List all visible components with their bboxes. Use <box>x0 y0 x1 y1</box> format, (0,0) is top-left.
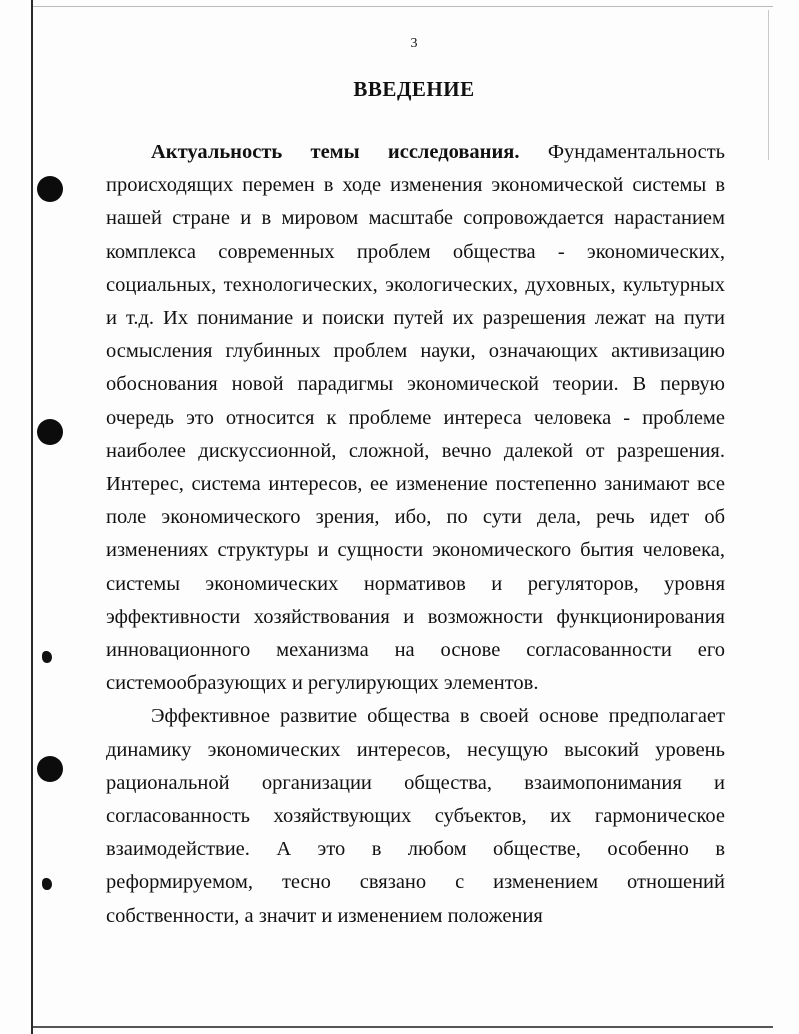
section-title: ВВЕДЕНИЕ <box>353 77 475 101</box>
paragraph-text: Эффективное развитие общества в своей основе предполагает динамику экономических интересов, несущую высокий уровень рациональной организации общества, взаимопонимания и согласованность хозяйствующих субъектов, их гармоническое взаимодействие. А это в любом обществе, особенно в реформируемом, тесно связано с изменением отношений собственности, а значит и изменением положения <box>106 705 725 927</box>
binding-hole-mark <box>37 176 63 202</box>
page-bottom-edge <box>33 1026 773 1028</box>
body-text <box>106 136 725 933</box>
binding-hole-mark <box>37 756 63 782</box>
paragraph-lead: Актуальность темы исследования. <box>151 141 520 163</box>
scan-speck-mark <box>42 651 52 663</box>
paragraph-2 <box>106 700 725 932</box>
page-top-edge <box>33 6 773 7</box>
binding-hole-mark <box>37 419 63 445</box>
page-left-edge <box>31 0 33 1034</box>
paragraph-text: Фундаментальность происходящих перемен в ходе изменения экономической системы в нашей стране и в мировом масштабе сопровождается нарастанием комплекса современных проблем общества - экономических, социальных, технологических, экологических, духовных, культурных и т.д. Их понимание и поиски путей их разрешения лежат на пути осмысления глубинных проблем науки, означающих активизацию обоснования новой парадигмы экономической теории. В первую очередь это относится к проблеме интереса человека - проблеме наиболее дискуссионной, сложной, вечно далекой от разрешения. Интерес, система интересов, ее изменение постепенно занимают все поле экономического зрения, ибо, по сути дела, речь идет об изменениях структуры и сущности экономического бытия человека, системы экономических нормативов и регуляторов, уровня эффективности хозяйствования и возможности функционирования инновационного механизма на основе согласованности его системообразующих и регулирующих элементов. <box>106 141 726 695</box>
page-number: 3 <box>410 36 418 51</box>
scan-speck-mark <box>42 878 52 890</box>
paragraph-1 <box>106 136 725 700</box>
